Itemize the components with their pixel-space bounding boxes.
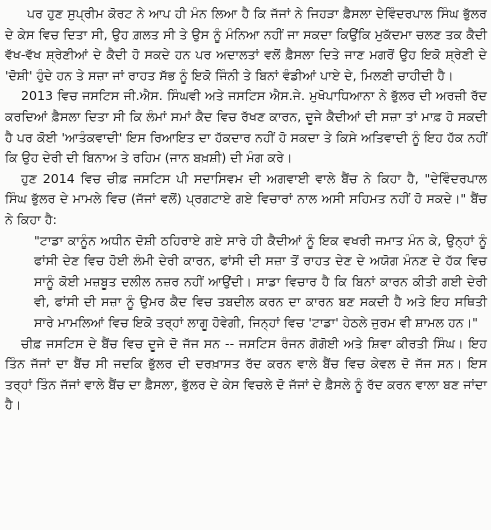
paragraph-2014-bench: ਹੁਣ 2014 ਵਿਚ ਚੀਫ਼ ਜਸਟਿਸ ਪੀ ਸਦਾਸਿਵਮ ਦੀ ਅਗਵਾਈ ਵਾਲੇ ਬੈਂਚ ਨੇ ਕਿਹਾ ਹੈ, "ਦੇਵਿੰਦਰਪਾਲ ਸਿੰਘ ਭੁੱਲਰ ਦੇ ਮਾਮਲੇ ਵਿਚ (ਜੱਜਾਂ ਵਲੋਂ) ਪ੍ਰਗਟਾਏ ਗਏ ਵਿਚਾਰਾਂ ਨਾਲ ਅਸੀ ਸਹਿਮਤ ਨਹੀਂ ਹੋ ਸਕਦੇ।" ਬੈਂਚ ਨੇ ਕਿਹਾ ਹੈ: [5, 170, 487, 227]
paragraph-closing: ਚੀਫ਼ ਜਸਟਿਸ ਦੇ ਬੈਂਚ ਵਿਚ ਦੂਜੇ ਦੋ ਜੱਜ ਸਨ -- ਜਸਟਿਸ ਰੰਜਨ ਗੋਗੋਈ ਅਤੇ ਸ਼ਿਵਾ ਕੀਰਤੀ ਸਿੰਘ। ਇਹ ਤਿੰਨ ਜੱਜਾਂ ਦਾ ਬੈਂਚ ਸੀ ਜਦਕਿ ਭੁੱਲਰ ਦੀ ਦਰਖ਼ਾਸਤ ਰੱਦ ਕਰਨ ਵਾਲੇ ਬੈਂਚ ਵਿਚ ਕੇਵਲ ਦੋ ਜੱਜ ਸਨ। ਇਸ ਤਰ੍ਹਾਂ ਤਿੰਨ ਜੱਜਾਂ ਵਾਲੇ ਬੈਂਚ ਦਾ ਫ਼ੈਸਲਾ, ਭੁੱਲਰ ਦੇ ਕੇਸ ਵਿਚਲੇ ਦੋ ਜੱਜਾਂ ਦੇ ਫ਼ੈਸਲੇ ਨੂੰ ਰੱਦ ਕਰਨ ਵਾਲਾ ਬਣ ਜਾਂਦਾ ਹੈ। [5, 335, 487, 413]
paragraph-supreme-court-admission: ਪਰ ਹੁਣ ਸੁਪ੍ਰੀਮ ਕੋਰਟ ਨੇ ਆਪ ਹੀ ਮੰਨ ਲਿਆ ਹੈ ਕਿ ਜੱਜਾਂ ਨੇ ਜਿਹੜਾ ਫ਼ੈਸਲਾ ਦੇਵਿੰਦਰਪਾਲ ਸਿੰਘ ਭੁੱਲਰ ਦੇ ਕੇਸ ਵਿਚ ਦਿਤਾ ਸੀ, ਉਹ ਗ਼ਲਤ ਸੀ ਤੇ ਉਸ ਨੂੰ ਮੰਨਿਆ ਨਹੀਂ ਜਾ ਸਕਦਾ ਕਿਉਂਕਿ ਮੁਕੱਦਮਾ ਚਲਣ ਤਕ ਕੈਦੀ ਵੱਖ-ਵੱਖ ਸ਼੍ਰੇਣੀਆਂ ਦੇ ਕੈਦੀ ਹੋ ਸਕਦੇ ਹਨ ਪਰ ਅਦਾਲਤਾਂ ਵਲੋਂ ਫ਼ੈਸਲਾ ਦਿਤੇ ਜਾਣ ਮਗਰੋਂ ਉਹ ਇਕੋ ਸ਼੍ਰੇਣੀ ਦੇ 'ਦੋਸ਼ੀ' ਹੁੰਦੇ ਹਨ ਤੇ ਸਜ਼ਾ ਜਾਂ ਰਾਹਤ ਸੱਭ ਨੂੰ ਇਕੋ ਜਿੰਨੀ ਤੇ ਬਿਨਾਂ ਵੰਡੀਆਂ ਪਾਏ ਦੇ, ਮਿਲਣੀ ਚਾਹੀਦੀ ਹੈ। [5, 6, 487, 83]
paragraph-2013-judgment: 2013 ਵਿਚ ਜਸਟਿਸ ਜੀ.ਐਸ. ਸਿੰਘਵੀ ਅਤੇ ਜਸਟਿਸ ਐਸ.ਜੇ. ਮੁਖੋਪਾਧਿਆਨਾ ਨੇ ਭੁੱਲਰ ਦੀ ਅਰਜ਼ੀ ਰੱਦ ਕਰਦਿਆਂ ਫ਼ੈਸਲਾ ਦਿਤਾ ਸੀ ਕਿ ਲੰਮਾਂ ਸਮਾਂ ਕੈਦ ਵਿਚ ਰੱਖਣ ਕਾਰਨ, ਦੂਜੇ ਕੈਦੀਆਂ ਦੀ ਸਜ਼ਾ ਤਾਂ ਮਾਫ਼ ਹੋ ਸਕਦੀ ਹੈ ਪਰ ਕੋਈ 'ਆਤੰਕਵਾਦੀ' ਇਸ ਰਿਆਇਤ ਦਾ ਹੱਕਦਾਰ ਨਹੀਂ ਹੋ ਸਕਦਾ ਤੇ ਕਿਸੇ ਅਤਿਵਾਦੀ ਨੂੰ ਇਹ ਹੱਕ ਨਹੀਂ ਕਿ ਉਹ ਦੇਰੀ ਦੀ ਬਿਨਾਅ ਤੇ ਰਹਿਮ (ਜਾਨ ਬਖ਼ਸ਼ੀ) ਦੀ ਮੰਗ ਕਰੇ। [5, 88, 487, 166]
bench-quote: "ਟਾਡਾ ਕਾਨੂੰਨ ਅਧੀਨ ਦੋਸ਼ੀ ਠਹਿਰਾਏ ਗਏ ਸਾਰੇ ਹੀ ਕੈਦੀਆਂ ਨੂੰ ਇਕ ਵਖਰੀ ਜਮਾਤ ਮੰਨ ਕੇ, ਉਨ੍ਹਾਂ ਨੂੰ ਫਾਂਸੀ ਦੇਣ ਵਿਚ ਹੋਈ ਲੰਮੀ ਦੇਰੀ ਕਾਰਨ, ਫਾਂਸੀ ਦੀ ਸਜ਼ਾ ਤੋਂ ਰਾਹਤ ਦੇਣ ਦੇ ਅਯੋਗ ਮੰਨਣ ਦੇ ਹੱਕ ਵਿਚ ਸਾਨੂੰ ਕੋਈ ਮਜ਼ਬੂਤ ਦਲੀਲ ਨਜ਼ਰ ਨਹੀਂ ਆਉਂਦੀ। ਸਾਡਾ ਵਿਚਾਰ ਹੈ ਕਿ ਬਿਨਾਂ ਕਾਰਨ ਕੀਤੀ ਗਈ ਦੇਰੀ ਵੀ, ਫਾਂਸੀ ਦੀ ਸਜ਼ਾ ਨੂੰ ਉਮਰ ਕੈਦ ਵਿਚ ਤਬਦੀਲ ਕਰਨ ਦਾ ਕਾਰਨ ਬਣ ਸਕਦੀ ਹੈ ਅਤੇ ਇਹ ਸਥਿਤੀ ਸਾਰੇ ਮਾਮਲਿਆਂ ਵਿਚ ਇਕੋ ਤਰ੍ਹਾਂ ਲਾਗੂ ਹੋਵੇਗੀ, ਜਿਨ੍ਹਾਂ ਵਿਚ 'ਟਾਡਾ' ਹੇਠਲੇ ਜੁਰਮ ਵੀ ਸ਼ਾਮਲ ਹਨ।" [34, 232, 487, 330]
